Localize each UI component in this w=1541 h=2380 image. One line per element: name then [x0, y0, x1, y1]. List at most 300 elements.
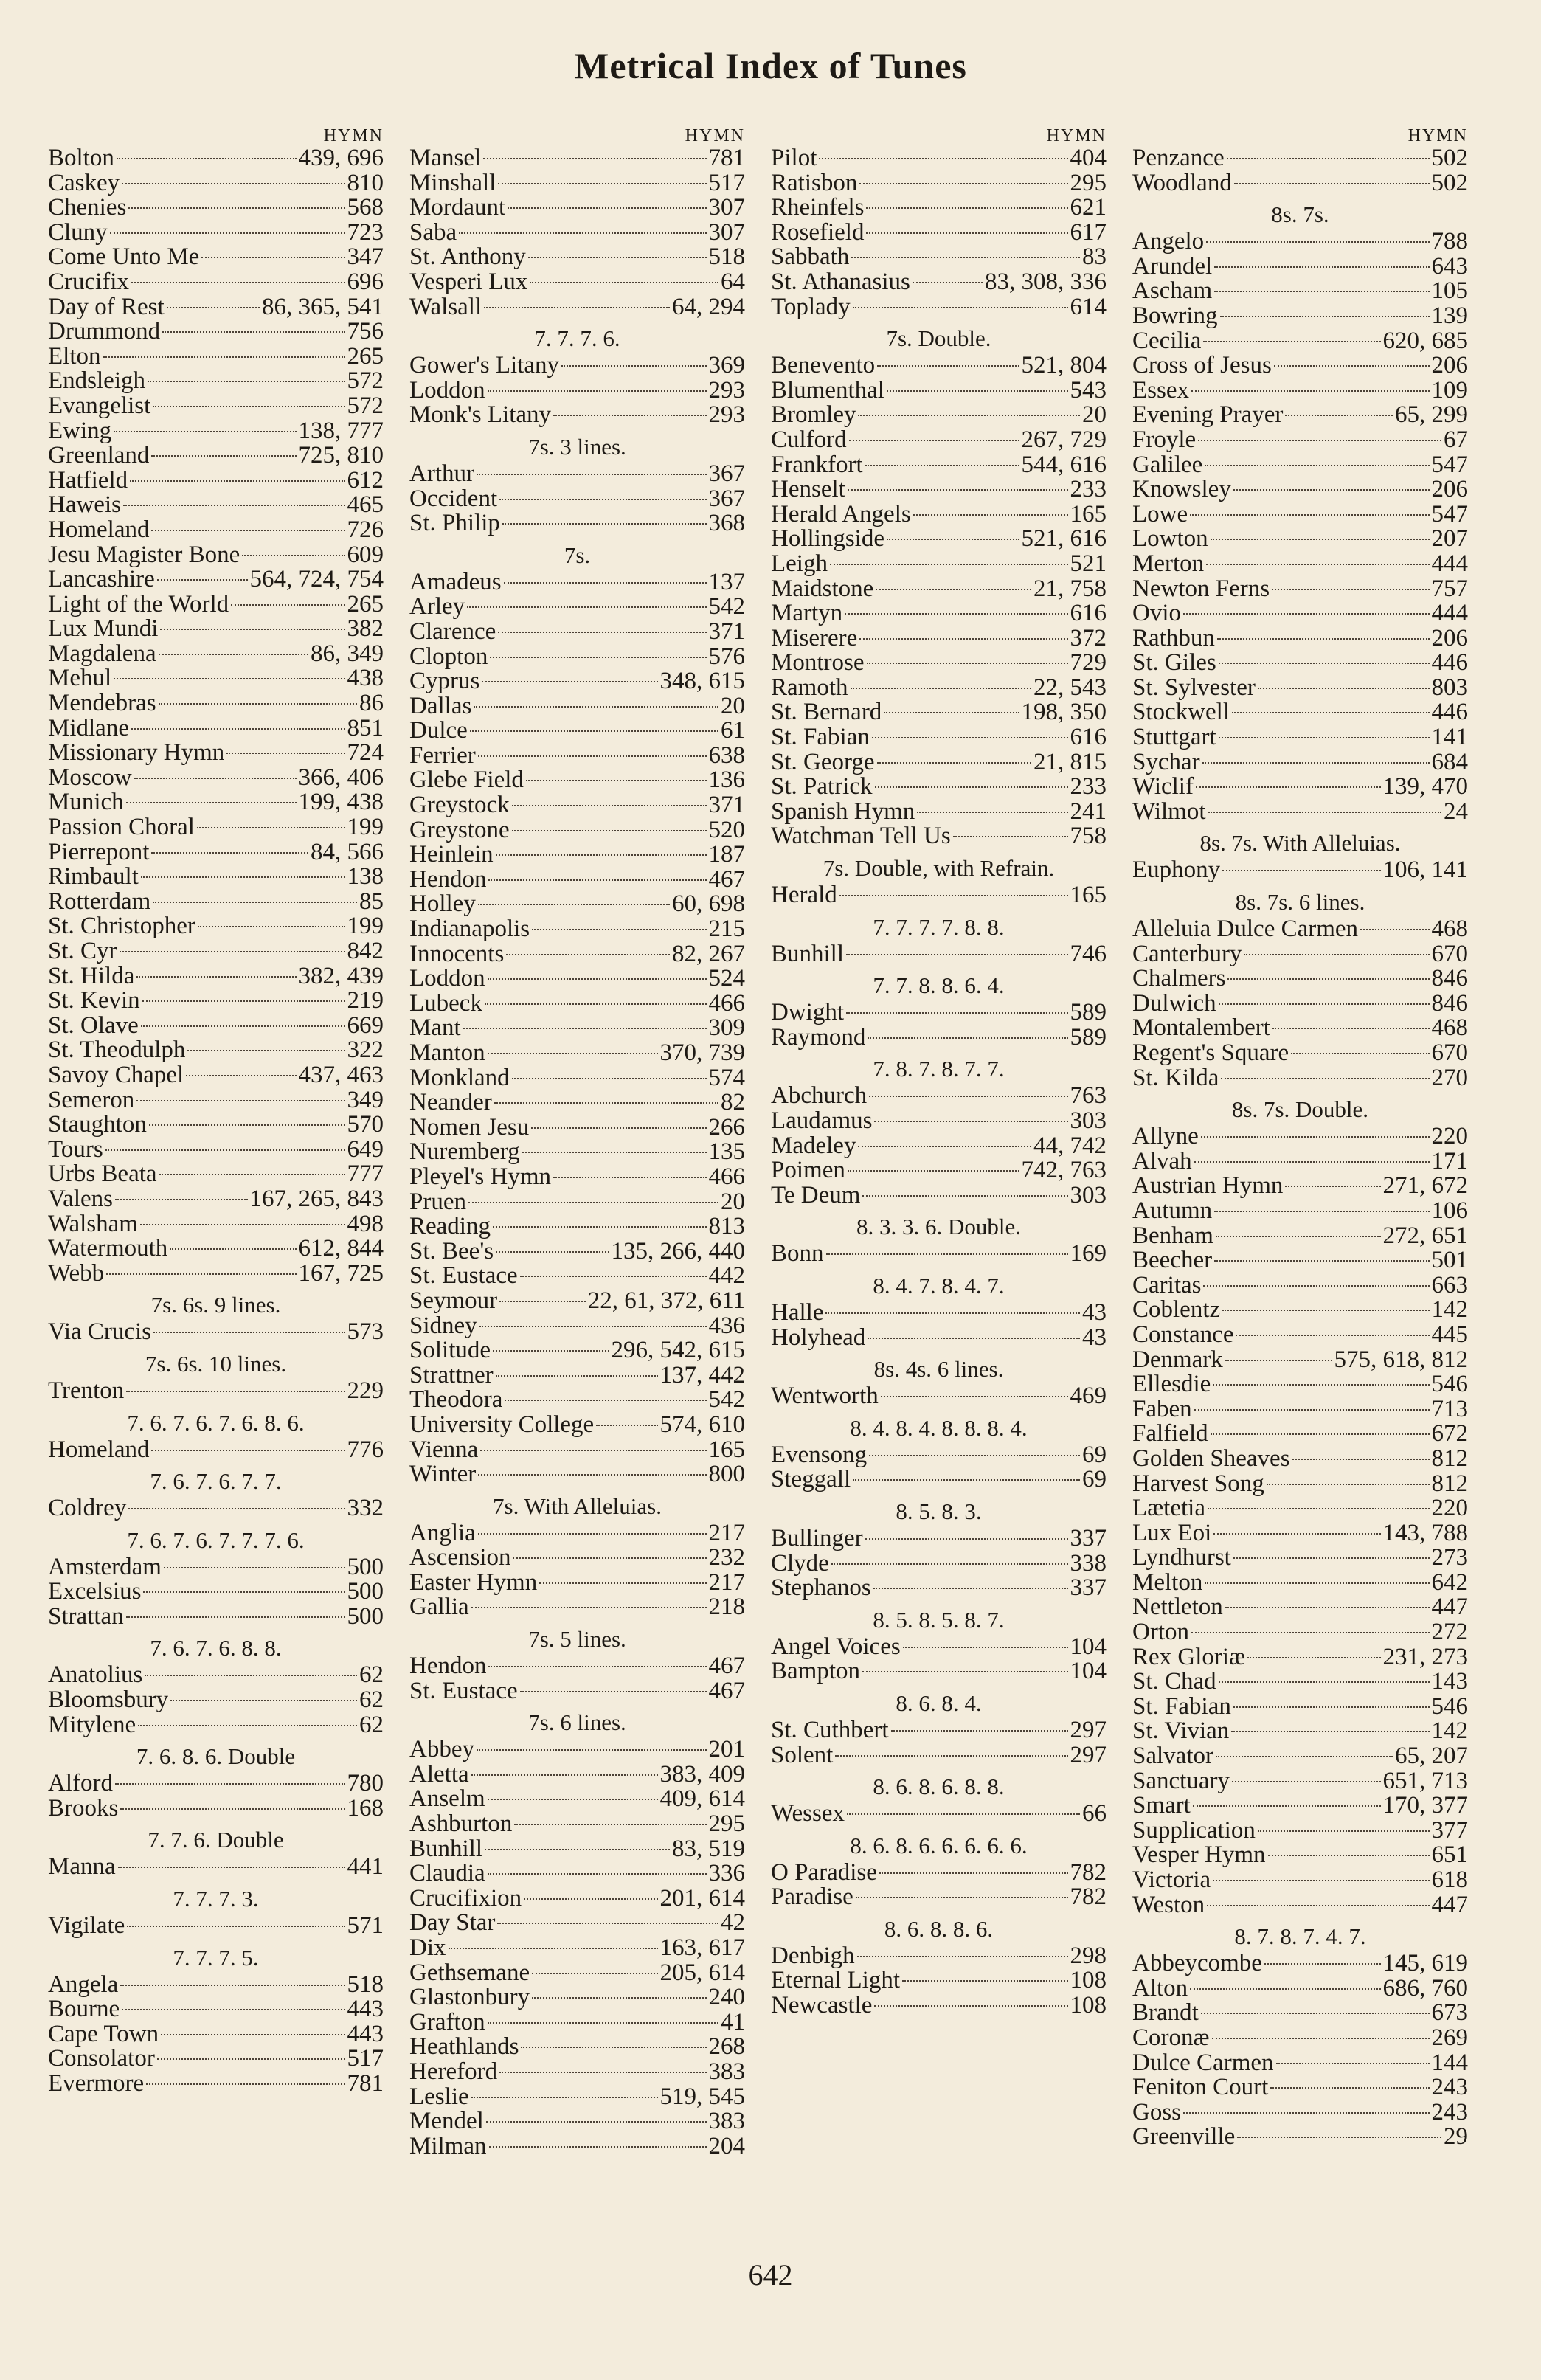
tune-entry: [771, 1993, 1107, 2018]
dot-leader: [866, 207, 1067, 209]
dot-leader: [1219, 737, 1430, 738]
hymn-numbers: 746: [1070, 940, 1107, 967]
tune-name: Arthur: [409, 460, 474, 487]
hymn-numbers: 439, 696: [298, 145, 384, 171]
dot-leader: [1236, 1335, 1429, 1336]
hymn-numbers: 44, 742: [1033, 1132, 1107, 1159]
hymn-numbers: 620, 685: [1382, 327, 1468, 354]
tune-name: Wentworth: [771, 1383, 879, 1410]
dot-leader: [1285, 415, 1393, 416]
dot-leader: [596, 1425, 657, 1426]
hymn-numbers: 500: [347, 1602, 384, 1630]
dot-leader: [831, 1563, 1068, 1565]
tune-entry: [1132, 2075, 1468, 2100]
tune-name: St. Athanasius: [771, 268, 910, 295]
tune-name: Steggall: [771, 1466, 851, 1493]
meter-heading: 8s. 7s.: [1271, 201, 1329, 228]
tune-entry: [48, 1187, 384, 1212]
hymn-numbers: 233: [1070, 773, 1107, 800]
tune-name: Alvah: [1132, 1147, 1192, 1175]
tune-name: Clarence: [409, 618, 496, 645]
tune-name: Montalembert: [1132, 1014, 1270, 1042]
tune-entry: [409, 171, 745, 196]
dot-leader: [105, 1149, 345, 1151]
hymn-numbers: 267, 729: [1021, 426, 1107, 453]
meter-heading: 7. 6. 7. 6. 7. 7.: [150, 1468, 282, 1495]
tune-entry: [1132, 651, 1468, 676]
hymn-numbers: 570: [347, 1111, 384, 1138]
hymn-numbers: 229: [347, 1377, 384, 1404]
tune-entry: [1132, 1868, 1468, 1893]
hymn-numbers: 438: [347, 665, 384, 692]
dot-leader: [858, 415, 1080, 416]
tune-name: Dwight: [771, 999, 844, 1026]
meter-heading: 7s. 6 lines.: [528, 1709, 626, 1736]
dot-leader: [114, 678, 344, 679]
dot-leader: [159, 654, 308, 655]
dot-leader: [136, 1100, 344, 1101]
tune-entry: [771, 1443, 1107, 1468]
dot-leader: [1196, 786, 1381, 788]
dot-leader: [1258, 1830, 1430, 1832]
tune-name: Gethsemane: [409, 1959, 530, 1986]
dot-leader: [485, 1849, 670, 1850]
hymn-numbers: 42: [721, 1909, 745, 1937]
dot-leader: [875, 786, 1068, 788]
hymn-numbers: 672: [1431, 1420, 1468, 1447]
tune-name: Pruen: [409, 1188, 466, 1215]
tune-entry: [48, 1259, 384, 1287]
hymn-numbers: 143, 788: [1382, 1519, 1468, 1546]
dot-leader: [1206, 241, 1429, 243]
tune-name: Solitude: [409, 1337, 491, 1364]
hymn-numbers: 207: [1431, 525, 1468, 553]
hymn-numbers: 729: [1070, 649, 1107, 677]
dot-leader: [851, 257, 1080, 258]
meter-heading: 8s. 4s. 6 lines.: [873, 1356, 1004, 1383]
hymn-numbers: 447: [1431, 1594, 1468, 1621]
tune-entry: [1132, 1893, 1468, 1918]
dot-leader: [1190, 1988, 1380, 1990]
tune-entry: [48, 1162, 384, 1187]
tune-name: Lux Eoi: [1132, 1519, 1212, 1546]
hymn-numbers: 293: [708, 376, 745, 404]
tune-name: Golden Sheaves: [1132, 1445, 1290, 1472]
dot-leader: [1203, 341, 1380, 342]
hymn-numbers: 86: [359, 690, 384, 717]
hymn-numbers: 231, 273: [1382, 1643, 1468, 1670]
hymn-numbers: 726: [347, 516, 384, 543]
tune-name: St. Eustace: [409, 1262, 518, 1290]
dot-leader: [186, 1075, 296, 1076]
hymn-numbers: 139, 470: [1382, 773, 1468, 800]
tune-entry: [1132, 676, 1468, 701]
tune-name: Hendon: [409, 1653, 487, 1680]
dot-leader: [493, 1226, 707, 1228]
tune-entry: [771, 1659, 1107, 1684]
hymn-numbers: 612, 844: [298, 1235, 384, 1262]
hymn-numbers: 347: [347, 243, 384, 271]
dot-leader: [1234, 183, 1430, 184]
dot-leader: [561, 365, 707, 367]
hymn-numbers: 205, 614: [659, 1959, 745, 1986]
tune-name: Bloomsbury: [48, 1687, 169, 1714]
hymn-numbers: 371: [708, 618, 745, 645]
tune-name: Gallia: [409, 1594, 469, 1621]
hymn-numbers: 104: [1070, 1658, 1107, 1685]
dot-leader: [1244, 954, 1429, 955]
tune-entry: [1132, 1149, 1468, 1175]
tune-entry: [1132, 502, 1468, 527]
tune-name: Elton: [48, 342, 101, 370]
tune-entry: [409, 2035, 745, 2060]
dot-leader: [122, 183, 344, 184]
tune-entry: [409, 719, 745, 744]
hymn-numbers: 465: [347, 491, 384, 519]
dot-leader: [120, 951, 345, 952]
dot-leader: [1237, 2137, 1441, 2138]
tune-entry: [771, 651, 1107, 676]
dot-leader: [141, 1025, 345, 1027]
tune-name: Ascham: [1132, 277, 1213, 305]
hymn-numbers: 86, 365, 541: [262, 293, 384, 320]
hymn-numbers: 618: [1431, 1867, 1468, 1893]
tune-name: Stuttgart: [1132, 724, 1216, 751]
tune-name: St. Eustace: [409, 1677, 518, 1704]
tune-name: Grafton: [409, 2008, 485, 2035]
dot-leader: [146, 2083, 344, 2085]
tune-entry: [409, 1264, 745, 1289]
tune-name: Dulwich: [1132, 989, 1216, 1017]
tune-entry: [48, 1580, 384, 1605]
dot-leader: [1213, 1533, 1380, 1535]
tune-entry: [48, 1602, 384, 1630]
hymn-numbers: 842: [347, 938, 384, 964]
tune-name: Hollingside: [771, 525, 884, 553]
tune-name: St. Cuthbert: [771, 1716, 889, 1743]
meter-heading: 8. 4. 7. 8. 4. 7.: [873, 1272, 1005, 1298]
dot-leader: [494, 1102, 718, 1104]
hymn-numbers: 85: [359, 888, 384, 915]
dot-leader: [1264, 1963, 1381, 1965]
hymn-numbers: 21, 758: [1033, 575, 1107, 602]
dot-leader: [486, 2121, 707, 2123]
hymn-numbers: 724: [347, 739, 384, 767]
hymn-numbers: 82: [721, 1089, 745, 1116]
hymn-numbers: 367: [708, 485, 745, 512]
tune-entry: [48, 218, 384, 246]
dot-leader: [197, 827, 345, 828]
hymn-numbers: 501: [1431, 1247, 1468, 1274]
dot-leader: [819, 158, 1067, 159]
dot-leader: [131, 728, 345, 730]
hymn-numbers: 409, 614: [659, 1785, 745, 1813]
tune-name: Evensong: [771, 1441, 868, 1468]
dot-leader: [1219, 1003, 1430, 1005]
tune-entry: [48, 1236, 384, 1262]
tune-name: Milman: [409, 2132, 487, 2159]
tune-entry: [409, 1016, 745, 1041]
dot-leader: [1274, 365, 1430, 367]
hymn-numbers: 348, 615: [659, 668, 745, 695]
tune-name: Homeland: [48, 1436, 150, 1463]
hymn-numbers: 41: [721, 2008, 745, 2035]
tune-entry: [409, 818, 745, 843]
tune-entry: [1132, 1744, 1468, 1769]
tune-entry: [771, 1084, 1107, 1109]
tune-name: Raymond: [771, 1023, 866, 1051]
hymn-numbers: 502: [1431, 169, 1468, 196]
tune-name: Alleluia Dulce Carmen: [1132, 916, 1359, 943]
tune-name: Caritas: [1132, 1271, 1202, 1298]
tune-entry: [409, 146, 745, 171]
tune-entry: [1132, 1843, 1468, 1868]
hymn-numbers: 571: [347, 1912, 384, 1940]
tune-name: Mehul: [48, 665, 112, 692]
dot-leader: [141, 876, 345, 878]
tune-entry: [409, 1568, 745, 1596]
tune-name: Abchurch: [771, 1082, 868, 1110]
hymn-numbers: 266: [708, 1113, 745, 1141]
tune-name: Lux Mundi: [48, 615, 159, 643]
tune-name: St. Vivian: [1132, 1717, 1230, 1745]
dot-leader: [524, 1898, 657, 1900]
hymn-numbers: 572: [347, 367, 384, 395]
tune-name: Brandt: [1132, 1999, 1199, 2027]
meter-heading: 8s. 7s. With Alleluias.: [1199, 830, 1401, 857]
tune-name: Benevento: [771, 352, 876, 379]
dot-leader: [1212, 2038, 1430, 2039]
tune-name: St. Giles: [1132, 649, 1216, 677]
tune-name: Vigilate: [48, 1912, 125, 1940]
hymn-numbers: 265: [347, 590, 384, 618]
hymn-numbers: 467: [708, 1653, 745, 1680]
hymn-numbers: 297: [1070, 1741, 1107, 1768]
tune-name: Abbey: [409, 1736, 474, 1763]
hymn-numbers: 446: [1431, 649, 1468, 677]
tune-entry: [409, 645, 745, 670]
hymn-numbers: 65, 299: [1395, 401, 1468, 429]
hymn-numbers: 642: [1431, 1568, 1468, 1596]
tune-name: Miserere: [771, 624, 858, 651]
tune-entry: [771, 883, 1107, 908]
tune-name: Orton: [1132, 1619, 1189, 1646]
dot-leader: [159, 1174, 345, 1175]
hymn-numbers: 846: [1431, 989, 1468, 1017]
dot-leader: [868, 1338, 1080, 1339]
hymn-numbers: 272: [1431, 1619, 1468, 1646]
hymn-numbers: 777: [347, 1160, 384, 1188]
tune-name: Spanish Hymn: [771, 798, 915, 825]
tune-entry: [771, 1158, 1107, 1183]
dot-leader: [134, 778, 297, 779]
tune-entry: [409, 462, 745, 487]
tune-entry: [771, 1743, 1107, 1768]
tune-name: Walsham: [48, 1210, 138, 1237]
tune-entry: [771, 146, 1107, 171]
tune-name: Valens: [48, 1185, 113, 1212]
tune-name: Stephanos: [771, 1574, 871, 1602]
tune-name: Alton: [1132, 1974, 1188, 2002]
tune-name: Denbigh: [771, 1942, 855, 1969]
tune-name: Dix: [409, 1934, 446, 1961]
tune-entry: [1132, 1769, 1468, 1794]
hymn-numbers: 437, 463: [298, 1061, 384, 1088]
tune-entry: [409, 570, 745, 595]
tune-name: Henselt: [771, 476, 845, 503]
tune-entry: [409, 843, 745, 868]
dot-leader: [858, 1146, 1031, 1147]
dot-leader: [1232, 1781, 1381, 1782]
dot-leader: [138, 1725, 357, 1726]
tune-name: St. Patrick: [771, 773, 873, 800]
dot-leader: [846, 1012, 1068, 1014]
tune-entry: [409, 353, 745, 378]
hymn-numbers: 800: [708, 1461, 745, 1488]
hymn-numbers: 781: [708, 145, 745, 171]
dot-leader: [867, 663, 1068, 664]
tune-entry: [48, 1320, 384, 1345]
tune-entry: [48, 840, 384, 865]
tune-entry: [409, 966, 745, 992]
tune-entry: [409, 1762, 745, 1788]
tune-name: Newton Ferns: [1132, 575, 1270, 602]
tune-entry: [1132, 353, 1468, 378]
tune-entry: [409, 1190, 745, 1215]
tune-name: St. Fabian: [1132, 1692, 1231, 1720]
tune-entry: [1132, 1124, 1468, 1149]
tune-entry: [771, 1944, 1107, 1969]
hymn-numbers: 60, 698: [672, 890, 745, 918]
tune-entry: [771, 1802, 1107, 1827]
dot-leader: [106, 1273, 296, 1275]
tune-entry: [48, 592, 384, 618]
tune-name: Eternal Light: [771, 1967, 901, 1994]
tune-name: Greystone: [409, 816, 510, 843]
dot-leader: [512, 1078, 707, 1079]
hymn-numbers: 788: [1431, 228, 1468, 255]
dot-leader: [161, 2034, 344, 2035]
dot-leader: [505, 1400, 706, 1401]
dot-leader: [1272, 1028, 1430, 1029]
hymn-numbers: 163, 617: [659, 1934, 745, 1961]
tune-entry: [48, 1212, 384, 1237]
tune-entry: [771, 1000, 1107, 1025]
meter-heading: 7s. 6s. 9 lines.: [150, 1292, 281, 1318]
tune-name: Cape Town: [48, 2020, 159, 2047]
hymn-numbers: 543: [1070, 376, 1107, 404]
hymn-numbers: 469: [1070, 1383, 1107, 1410]
hymn-numbers: 574, 610: [659, 1411, 745, 1438]
tune-entry: [409, 1438, 745, 1463]
hymn-numbers: 542: [708, 1386, 745, 1414]
dot-leader: [1205, 465, 1429, 466]
tune-name: Glastonbury: [409, 1984, 530, 2011]
tune-entry: [771, 577, 1107, 602]
tune-name: Abbeycombe: [1132, 1950, 1262, 1977]
tune-name: Homeland: [48, 516, 150, 543]
hymn-numbers: 64, 294: [672, 293, 745, 320]
tune-name: Newcastle: [771, 1992, 873, 2019]
tune-name: Montrose: [771, 649, 865, 677]
tune-name: Heinlein: [409, 841, 494, 868]
tune-name: St. Chad: [1132, 1668, 1216, 1695]
dot-leader: [521, 2047, 706, 2048]
tune-name: Strattan: [48, 1602, 124, 1630]
meter-heading: 7s. 6s. 10 lines.: [145, 1350, 287, 1377]
tune-entry: [1132, 2001, 1468, 2026]
hymn-numbers: 547: [1431, 500, 1468, 527]
hymn-numbers: 447: [1431, 1891, 1468, 1918]
tune-entry: [409, 1961, 745, 1986]
tune-entry: [771, 750, 1107, 775]
tune-name: Dallas: [409, 692, 472, 719]
hymn-numbers: 542: [708, 593, 745, 620]
hymn-numbers: 546: [1431, 1692, 1468, 1720]
tune-entry: [1132, 428, 1468, 453]
tune-entry: [1132, 527, 1468, 552]
dot-leader: [866, 232, 1067, 234]
tune-name: St. Sylvester: [1132, 674, 1256, 701]
dot-leader: [853, 307, 1068, 308]
dot-leader: [128, 207, 344, 209]
hymn-numbers: 66: [1082, 1800, 1107, 1827]
dot-leader: [143, 1591, 344, 1593]
dot-leader: [459, 232, 706, 234]
hymn-numbers: 776: [347, 1436, 384, 1463]
tune-entry: [771, 1635, 1107, 1660]
tune-entry: [771, 1718, 1107, 1743]
hymn-numbers: 442: [708, 1262, 745, 1290]
tune-name: Pierrepont: [48, 838, 150, 865]
tune-entry: [1132, 2125, 1468, 2150]
hymn-numbers: 383: [708, 2058, 745, 2085]
tune-name: Ovio: [1132, 600, 1181, 627]
tune-name: Bunhill: [771, 940, 845, 967]
tune-name: Easter Hymn: [409, 1568, 538, 1596]
hymn-numbers: 84, 566: [311, 838, 384, 865]
tune-entry: [48, 245, 384, 270]
tune-entry: [48, 989, 384, 1014]
tune-entry: [771, 477, 1107, 502]
dot-leader: [151, 1450, 344, 1451]
tune-entry: [48, 1088, 384, 1113]
tune-name: Chalmers: [1132, 965, 1226, 992]
tune-name: Seymour: [409, 1287, 498, 1314]
tune-name: Smart: [1132, 1792, 1191, 1819]
hymn-numbers: 468: [1431, 1014, 1468, 1042]
dot-leader: [531, 1127, 706, 1129]
tune-entry: [1132, 1521, 1468, 1546]
dot-leader: [159, 703, 357, 705]
tune-name: Amsterdam: [48, 1553, 162, 1580]
hymn-numbers: 696: [347, 268, 384, 295]
dot-leader: [917, 812, 1067, 813]
hymn-numbers: 337: [1070, 1524, 1107, 1552]
tune-entry: [48, 443, 384, 468]
tune-entry: [48, 1438, 384, 1463]
tune-entry: [48, 741, 384, 766]
tune-name: Culford: [771, 426, 847, 453]
tune-entry: [1132, 1816, 1468, 1844]
dot-leader: [512, 830, 707, 831]
hymn-numbers: 444: [1431, 550, 1468, 577]
hymn-numbers: 756: [347, 318, 384, 345]
hymn-numbers: 763: [1070, 1082, 1107, 1110]
tune-entry: [1132, 1174, 1468, 1199]
tune-name: St. Philip: [409, 510, 500, 537]
hymn-numbers: 165: [1070, 882, 1107, 909]
